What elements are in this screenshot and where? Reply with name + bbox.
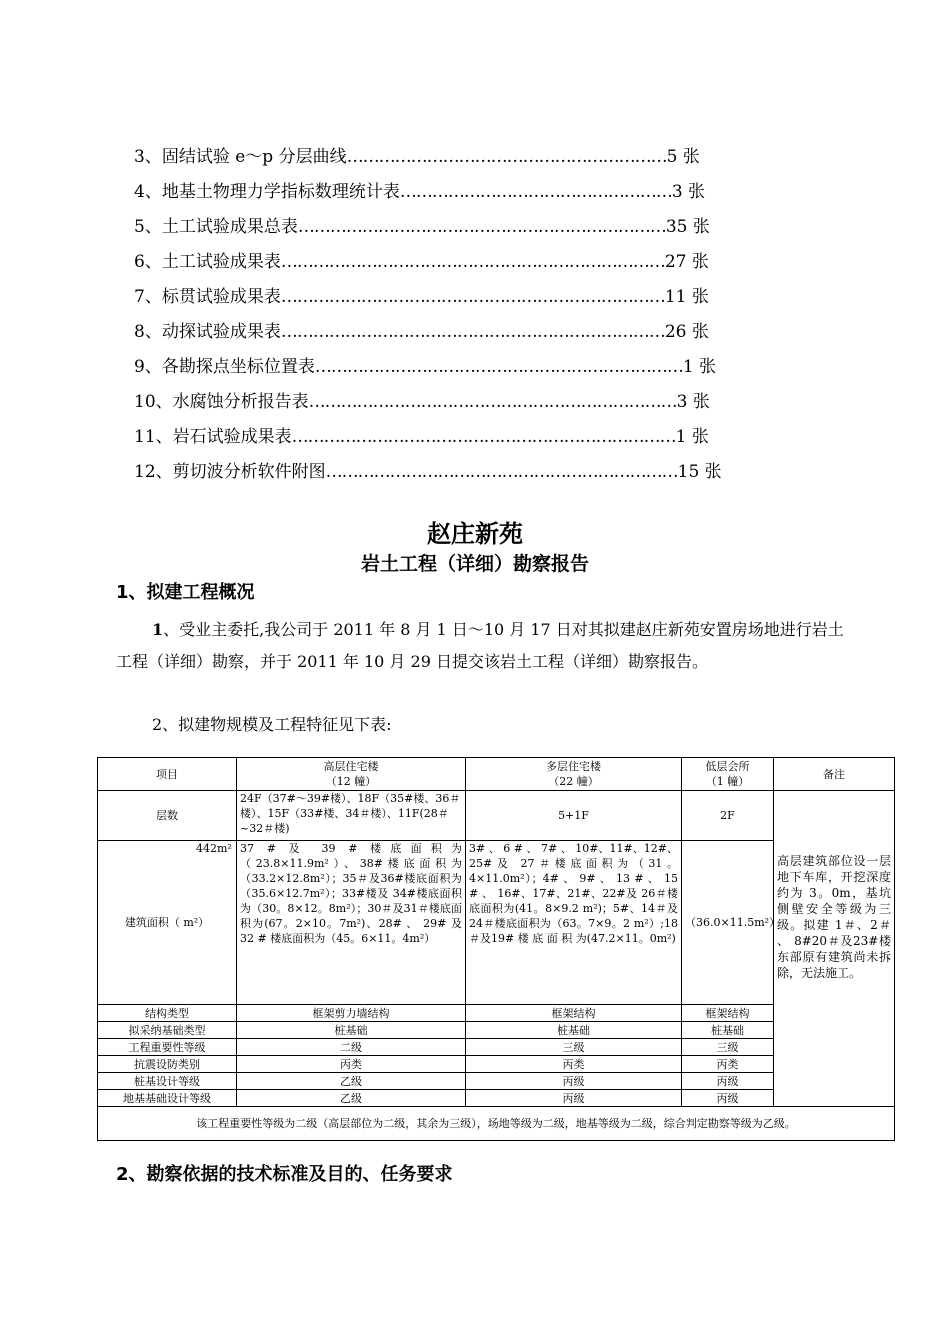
table-summary-row: 该工程重要性等级为二级（高层部位为二级，其余为三级），场地等级为二级，地基等级为二级，综合判定勘察等级为乙级。 xyxy=(98,1107,895,1141)
list-item: 5、土工试验成果总表 …………………………………………………………… 35 张 xyxy=(134,217,710,237)
table-row: 工程重要性等级 二级 三级 三级 xyxy=(98,1039,895,1056)
table-row: 拟采纳基础类型 桩基础 桩基础 桩基础 xyxy=(98,1022,895,1039)
list-item: 3、固结试验 e～p 分层曲线 …………………………………………………… 5 张 xyxy=(134,147,700,167)
table-header-row xyxy=(98,758,895,791)
header-high-rise: 高层住宅楼 （12 幢） xyxy=(237,758,466,791)
note-cell: 高层建筑部位设一层地下车库，开挖深度约为 3。0m，基坑侧壁安全等级为三级。拟建 1＃、2＃ 、 8#20＃及23#楼东部原有建筑尚未拆除，无法施工。 xyxy=(774,791,895,1107)
header-multi-story: 多层住宅楼 （22 幢） xyxy=(466,758,682,791)
building-spec-table xyxy=(97,757,895,1141)
document-subtitle: 岩土工程（详细）勘察报告 xyxy=(360,553,589,575)
list-item: 12、剪切波分析软件附图 ………………………………………………………… 15 张 xyxy=(134,462,722,482)
document-title: 赵庄新苑 xyxy=(427,520,523,548)
list-item: 9、各勘探点坐标位置表 …………………………………………………………… 1 张 xyxy=(134,357,717,377)
table-row: 抗震设防类别 丙类 丙类 丙类 xyxy=(98,1056,895,1073)
list-item: 8、动探试验成果表 ……………………………………………………………… 26 张 xyxy=(134,322,709,342)
table-row: 建筑面积（ m²） 442m² 37 # 及 39 # 楼底面积为（23.8×11.9m²）、38#楼底面积为（33.2×12.8m²）；35＃及36#楼底面积为（35.6×12.7m²）；33#楼及 34#楼底面积为（30。8×12。8m²）；30＃及31＃楼底面积为(67。2×10。7m²)、28# 、 29# 及 32 # 楼底面积为（45。6×11。4m²） 3# 、 6 # 、 7# 、 10#、11#、12#、25#及 27＃楼底面积为（31。4×11.0m²）；4# 、 9# 、 13 # 、 15 # 、 16#、17#、21#、22#及 26＃楼底面积为(41。8×9.2 m²)；5#、14＃及 24＃楼底面积为（63。7×9。2 m²）;18＃及19# 楼 底 面 积 为(47.2×11。0m²) （36.0×11.5m²） xyxy=(98,841,895,1005)
list-item: 10、水腐蚀分析报告表 …………………………………………………………… 3 张 xyxy=(134,392,710,412)
header-low-rise: 低层会所 （1 幢） xyxy=(682,758,774,791)
list-item: 4、地基土物理力学指标数理统计表 …………………………………………… 3 张 xyxy=(134,182,706,202)
header-item: 项目 xyxy=(98,758,237,791)
list-item: 11、岩石试验成果表 ……………………………………………………………… 1 张 xyxy=(134,427,709,447)
table-row: 结构类型 框架剪力墙结构 框架结构 框架结构 xyxy=(98,1005,895,1022)
table-row: 层数 24F（37#～39#楼）、18F（35#楼、36＃楼）、15F（33#楼、34＃楼）、11F(28＃~32＃楼) 5+1F 2F 高层建筑部位设一层地下车库，开挖深度约为 3。0m，基坑侧壁安全等级为三级。拟建 1＃、2＃ 、 8#20＃及23#楼东部原有建筑尚未拆除，无法施工。 xyxy=(98,791,895,841)
appendix-list xyxy=(134,143,774,493)
table-row: 地基基础设计等级 乙级 丙级 丙级 xyxy=(98,1090,895,1107)
paragraph-1: 1、受业主委托,我公司于 2011 年 8 月 1 日～10 月 17 日对其拟建赵庄新苑安置房场地进行岩土工程（详细）勘察，并于 2011 年 10 月 29 日提交该岩土工程（详细）勘察报告。 xyxy=(116,620,844,671)
paragraph-2: 2、拟建物规模及工程特征见下表: xyxy=(152,715,392,734)
section-heading-1: 1、拟建工程概况 xyxy=(116,582,255,603)
section-heading-2: 2、勘察依据的技术标准及目的、任务要求 xyxy=(116,1164,453,1185)
header-note: 备注 xyxy=(774,758,895,791)
list-item: 7、标贯试验成果表 ……………………………………………………………… 11 张 xyxy=(134,287,709,307)
table-row: 桩基设计等级 乙级 丙级 丙级 xyxy=(98,1073,895,1090)
list-item: 6、土工试验成果表 ……………………………………………………………… 27 张 xyxy=(134,252,709,272)
